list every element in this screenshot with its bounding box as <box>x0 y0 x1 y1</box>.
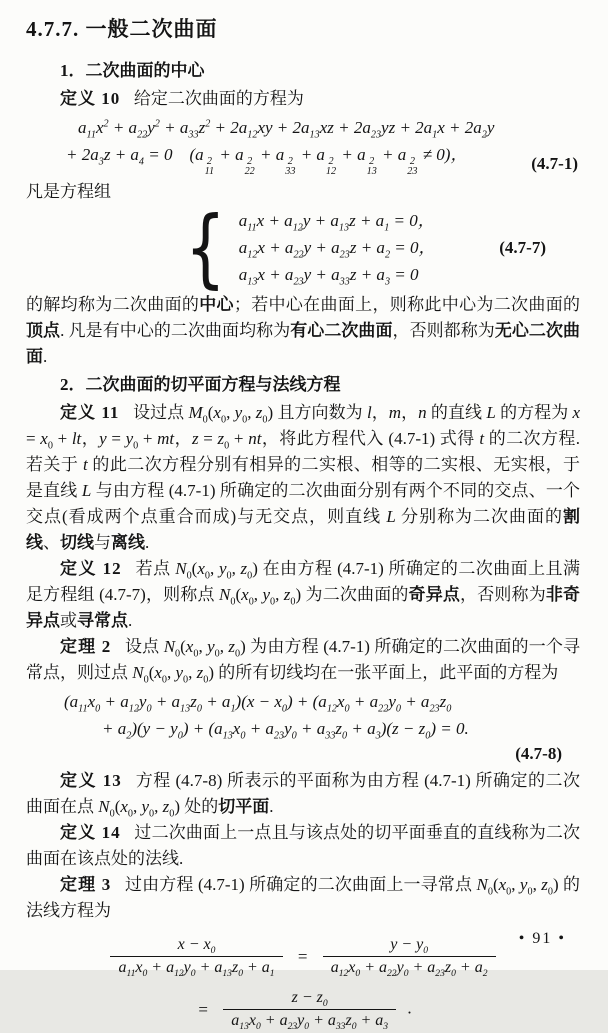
normal-equation-line-1 <box>26 936 580 980</box>
equation-4-7-8-line-1: $(a_{11}x_0 + a_{12}y_0 + a_{13}z_0 + a_1)(x - x_0) + (a_{12}x_0 + a_{22}y_0 + a_{23}z_0$ <box>64 692 452 715</box>
definition-13-text: 方程 (4.7-8) 所表示的平面称为由方程 (4.7-1) 所确定的二次曲面在点 $N_0(x_0$, $y_0$, $z_0$) 处的切平面. <box>26 771 581 820</box>
system-row-2: $a_{12}x + a_{22}y + a_{23}z + a_2 = 0$， <box>238 238 436 261</box>
equation-4-7-8 <box>26 688 580 766</box>
page-number: • 91 • <box>518 930 566 947</box>
definition-10-paragraph <box>26 86 580 112</box>
definition-11-paragraph <box>26 400 580 556</box>
subsection-2-heading: 2．二次曲面的切平面方程与法线方程 <box>60 375 341 395</box>
equation-label-4-7-8: (4.7-8) <box>515 744 562 764</box>
equation-4-7-8-line-2: + $a_2)(y - y_0) + (a_{13}x_0 + a_{23}y_0 + a_{33}z_0 + a_3)(z - z_0) = 0$. <box>102 719 469 742</box>
definition-11-text: 设过点 $M_0(x_0$, $y_0$, $z_0$) 且方向数为 l，m，n 的直线 L 的方程为 $x = x_0$ + lt，$y = y_0$ + mt，$z = z_0$ + nt，将此方程代入 (4.7-1) 式得 t 的二次方程. 若关于 t 的此二次方程分别有相异的二实根、相等的二实根、无实根，于是直线 L 与由方程 (4.7-1) 所确定的二次曲面分别有两个不同的交点、一个交点(看成两个点重合而成)与无交点，则直线 L 分别称为二次曲面的割线、切线与离线. <box>26 403 581 553</box>
equation-label-4-7-1: (4.7-1) <box>531 154 578 174</box>
equals-sign-2: = <box>198 999 209 1019</box>
equation-system-4-7-7 <box>26 197 580 298</box>
definition-14-paragraph <box>26 820 580 872</box>
section-title: 4.7.7. 一般二次曲面 <box>26 17 218 41</box>
definition-14-text: 过二次曲面上一点且与该点处的切平面垂直的直线称为二次曲面在该点处的法线. <box>26 823 581 869</box>
equation-4-7-1 <box>26 114 580 177</box>
system-rows <box>239 207 436 288</box>
theorem-2-label: 定理 2 <box>60 637 112 657</box>
theorem-3-paragraph <box>26 872 580 924</box>
equation-period: . <box>407 998 412 1018</box>
center-definition-paragraph: 的解均称为二次曲面的中心；若中心在曲面上，则称此中心为二次曲面的顶点. 凡是有中心的二次曲面均称为有心二次曲面，否则都称为无心二次曲面. <box>26 295 581 367</box>
definition-12-paragraph <box>26 556 580 634</box>
definition-10-text: 给定二次曲面的方程为 <box>133 89 304 108</box>
theorem-2-paragraph <box>26 634 580 686</box>
definition-12-label: 定义 12 <box>60 559 122 579</box>
definition-13-paragraph <box>26 768 580 820</box>
fraction-y: $\frac{y - y_0}{a_{12}x_0 + a_{22}y_0 + a_{23}z_0 + a_2}$ <box>323 936 496 977</box>
equation-4-7-1-line-1: $a_{11}x^2 + a_{22}y^2 + a_{33}z^2 + 2a_{12}xy + 2a_{13}xz + 2a_{23}yz + 2a_1x + 2a_2y$ <box>78 118 495 141</box>
fraction-x: $\frac{x - x_0}{a_{11}x_0 + a_{12}y_0 + a_{13}z_0 + a_1}$ <box>110 936 282 977</box>
equals-sign: = <box>297 946 308 966</box>
fraction-z: $\frac{z - z_0}{a_{13}x_0 + a_{23}y_0 + a_{33}z_0 + a_3}$ <box>223 989 396 1030</box>
normal-equation-line-2 <box>26 989 580 1033</box>
definition-11-label: 定义 11 <box>60 403 120 423</box>
subsection-1-heading: 1．二次曲面的中心 <box>60 61 205 80</box>
system-row-3: $a_{13}x + a_{23}y + a_{33}z + a_3 = 0$ <box>238 265 419 288</box>
system-row-1: $a_{11}x + a_{12}y + a_{13}z + a_1 = 0$， <box>238 211 435 234</box>
definition-14-label: 定义 14 <box>60 823 121 843</box>
definition-10-label: 定义 10 <box>60 89 121 108</box>
definition-13-label: 定义 13 <box>60 771 122 791</box>
pre-system-text: 凡是方程组 <box>26 182 111 202</box>
equation-label-4-7-7: (4.7-7) <box>499 237 546 257</box>
definition-12-text: 若点 $N_0(x_0$, $y_0$, $z_0$) 在由方程 (4.7-1) 所确定的二次曲面上且满足方程组 (4.7-7)，则称点 $N_0(x_0$, $y_0$, $z_0$) 为二次曲面的奇异点，否则称为非奇异点或寻常点. <box>26 559 581 631</box>
theorem-3-label: 定理 3 <box>60 875 112 895</box>
system-brace: { <box>184 197 226 298</box>
equation-4-7-1-line-2: + $2a_3z + a_4 = 0$ (a 2 11 + a 2 22 + a 2 33 + a 2 12 + a 2 13 + a 2 23 ≠ 0)， <box>66 145 468 178</box>
theorem-2-text: 设点 $N_0(x_0$, $y_0$, $z_0$) 为由方程 (4.7-1) 所确定的二次曲面的一个寻常点，则过点 $N_0(x_0$, $y_0$, $z_0$) 的所有切线均在一张平面上，此平面的方程为 <box>26 637 581 686</box>
theorem-3-text: 过由方程 (4.7-1) 所确定的二次曲面上一寻常点 $N_0(x_0$, $y_0$, $z_0$) 的法线方程为 <box>26 875 581 921</box>
